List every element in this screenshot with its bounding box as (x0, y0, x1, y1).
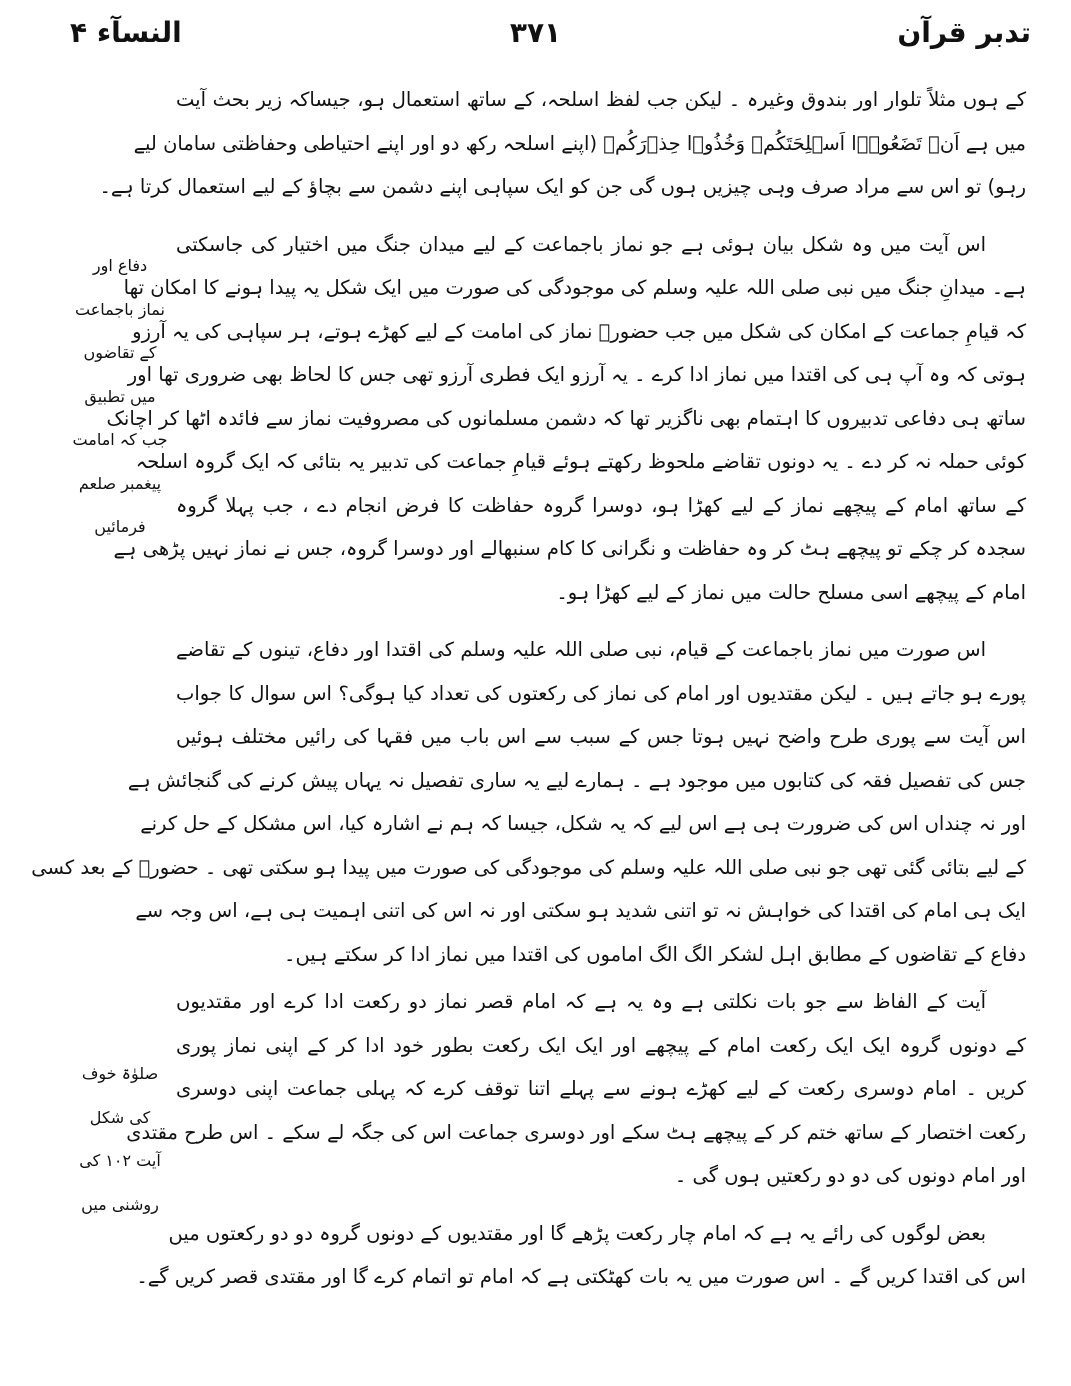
margin-line: دفاع اور (92, 256, 148, 275)
book-title: تدبر قرآن (897, 16, 1031, 49)
text-line: اس آیت میں وہ شکل بیان ہوئی ہے جو نماز باجماعت کے لیے میدان جنگ میں اختیار کی جاسکتی (176, 232, 986, 256)
margin-line: میں تطبیق (84, 386, 156, 406)
page-header (40, 10, 1031, 60)
text-line: جس کی تفصیل فقہ کی کتابوں میں موجود ہے ۔ ہمارے لیے یہ ساری تفصیل نہ یہاں پیش کرنے کی گنجائش ہے (127, 768, 1026, 792)
text-line: امام کے پیچھے اسی مسلح حالت میں نماز کے لیے کھڑا ہو۔ (556, 580, 1026, 604)
text-line: آیت کے الفاظ سے جو بات نکلتی ہے وہ یہ ہے کہ امام قصر نماز دو رکعت ادا کرے اور مقتدیوں (176, 990, 986, 1013)
text-line: بعض لوگوں کی رائے یہ ہے کہ امام چار رکعت پڑھے گا اور مقتدیوں کے دونوں گروہ دو دو رکعتوں میں (168, 1221, 986, 1245)
margin-line: کے تقاضوں (83, 343, 157, 362)
text-line: رہو) تو اس سے مراد صرف وہی چیزیں ہوں گی جن کو ایک سپاہی اپنے دشمن سے بچاؤ کے لیے استعمال کرتا ہے۔ (99, 175, 1026, 198)
paragraph (99, 78, 1026, 209)
margin-line: صلوٰۃ خوف (81, 1064, 159, 1083)
text-line: کے ہوں مثلاً تلوار اور بندوق وغیرہ ۔ لیکن جب لفظ اسلحہ، کے ساتھ استعمال ہو، جیساکہ زیر بحث آیت (176, 88, 1026, 111)
text-line: کے دونوں گروہ ایک ایک رکعت امام کے پیچھے اور ایک ایک رکعت بطور خود ادا کر کے اپنی نماز پوری (176, 1033, 1026, 1057)
text-line: پورے ہو جاتے ہیں ۔ لیکن مقتدیوں اور امام کی نماز کی رکعتوں کی تعداد کیا ہوگی؟ اس سوال کا جواب (176, 681, 1026, 705)
text-line: کریں ۔ امام دوسری رکعت کے لیے کھڑے ہونے سے پہلے اتنا توقف کرے کہ پہلی جماعت اپنی دوسری (176, 1077, 1026, 1100)
margin-line: نماز باجماعت (75, 299, 165, 319)
margin-line: پیغمبر صلعم (78, 473, 162, 493)
margin-line: فرمائیں (94, 517, 146, 536)
text-line: اور نہ چنداں اس کی ضرورت ہی ہے اس لیے کہ یہ شکل، جیسا کہ ہم نے اشارہ کیا، اس مشکل کے حل کرنے (140, 812, 1026, 835)
text-line: ایک ہی امام کی اقتدا کی خواہش نہ تو اتنی شدید ہو سکتی اور نہ اس کی اتنی اہمیت ہی ہے، اس وجہ سے (135, 899, 1026, 922)
paragraph (126, 980, 1026, 1198)
margin-line: جب کہ امامت (72, 430, 168, 449)
text-line: ہے۔ میدانِ جنگ میں نبی صلی اللہ علیہ وسلم کی موجودگی کی صورت میں ایک شکل یہ پیدا ہونے کا امکان تھا (123, 276, 1026, 299)
text-line: ساتھ ہی دفاعی تدبیروں کا اہتمام بھی ناگزیر تھا کہ دشمن مسلمانوں کی مصروفیت نماز سے فائدہ اٹھا کر اچانک (106, 406, 1026, 430)
text-line: اس آیت سے پوری طرح واضح نہیں ہوتا جس کے سبب سے اس باب میں فقہا کی رائیں مختلف ہوئیں (176, 725, 1026, 748)
text-line: میں ہے اَنۡ تَضَعُوۡۤا اَسۡلِحَتَکُمۡ وَخُذُوۡا حِذۡرَکُمۡ (اپنے اسلحہ رکھ دو اور اپنے احتیاطی وحفاظتی سامان لیے (133, 131, 1026, 155)
text-line: کوئی حملہ نہ کر دے ۔ یہ دونوں تقاضے ملحوظ رکھتے ہوئے قیامِ جماعت کی تدبیر یہ بتائی کہ ایک گروہ اسلحہ (135, 450, 1026, 473)
margin-note-salat-khauf (45, 1052, 195, 1226)
text-line: ہوتی کہ وہ آپ ہی کی اقتدا میں نماز ادا کرے ۔ یہ آرزو ایک فطری آرزو تھی جس کا لحاظ بھی ضروری تھا اور (127, 363, 1026, 386)
margin-line: کی شکل (89, 1107, 151, 1127)
text-line: کے ساتھ امام کے پیچھے نماز کے لیے کھڑا ہو، دوسرا گروہ حفاظت کا فرض انجام دے ، جب پہلا گروہ (176, 493, 1026, 517)
text-line: رکعت اختصار کے ساتھ ختم کر کے پیچھے ہٹ سکے اور دوسری جماعت اس کی جگہ لے سکے ۔ اس طرح مقتدی (126, 1120, 1026, 1144)
margin-line: روشنی میں (81, 1194, 159, 1214)
text-line: اس صورت میں نماز باجماعت کے قیام، نبی صلی اللہ علیہ وسلم کی اقتدا اور دفاع، تینوں کے تقاضے (176, 638, 986, 661)
text-line: اس کی اقتدا کریں گے ۔ اس صورت میں یہ بات کھٹکتی ہے کہ امام تو اتمام کرے گا اور مقتدی قصر کریں گے۔ (136, 1265, 1026, 1288)
paragraph (136, 1212, 1026, 1299)
text-line: کے لیے بتائی گئی تھی جو نبی صلی اللہ علیہ وسلم کی موجودگی کی صورت میں پیدا ہو سکتی تھی ۔ حضورؐ کے بعد کسی (31, 855, 1026, 879)
text-line: سجدہ کر چکے تو پیچھے ہٹ کر وہ حفاظت و نگرانی کا کام سنبھالے اور دوسرا گروہ، جس نے نماز نہیں پڑھی ہے (113, 537, 1026, 560)
surah-label: النسآء ۴ (70, 16, 182, 49)
text-line: دفاع کے تقاضوں کے مطابق اہل لشکر الگ الگ اماموں کی اقتدا میں نماز ادا کر سکتے ہیں۔ (284, 942, 1026, 966)
text-line: کہ قیامِ جماعت کے امکان کی شکل میں جب حضورؐ نماز کی امامت کے لیے کھڑے ہوتے، ہر سپاہی کی یہ آرزو (132, 319, 1026, 343)
margin-line: آیت ۱۰۲ کی (79, 1151, 161, 1170)
text-line: اور امام دونوں کی دو دو رکعتیں ہوں گی ۔ (674, 1164, 1026, 1187)
margin-note-defense (45, 244, 195, 549)
page-number: ۳۷۱ (509, 16, 562, 49)
paragraph (31, 628, 1026, 976)
